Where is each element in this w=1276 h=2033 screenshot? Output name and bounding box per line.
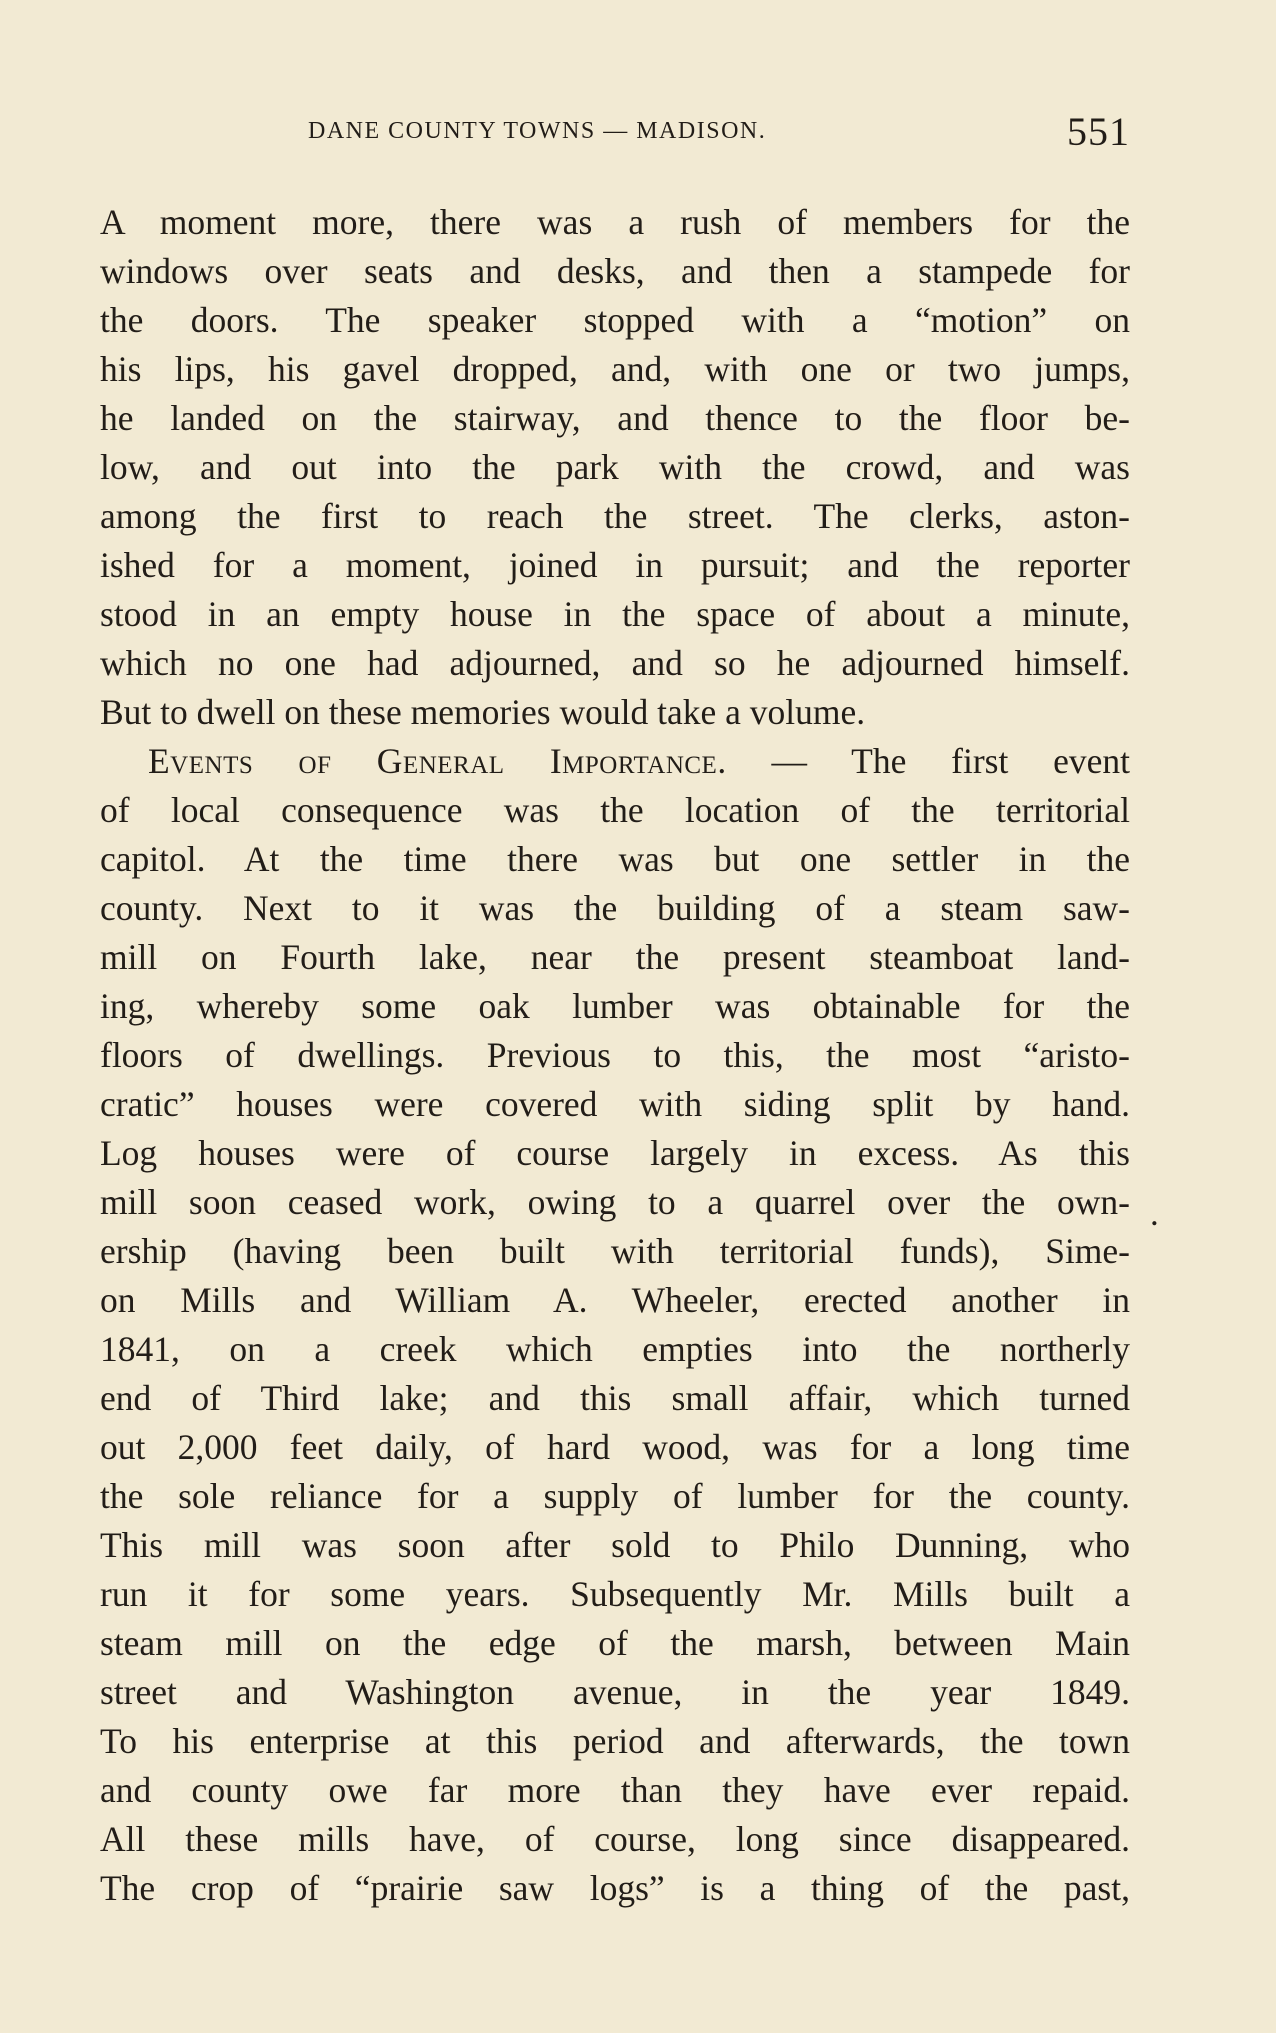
text-line: windows over seats and desks, and then a stampede for bbox=[100, 251, 1130, 291]
text-line: of local consequence was the location of the territorial bbox=[100, 790, 1130, 830]
text-line: All these mills have, of course, long since disappeared. bbox=[100, 1819, 1130, 1859]
margin-mark: . bbox=[1150, 1194, 1159, 1233]
text-line: the sole reliance for a supply of lumber for the county. bbox=[100, 1476, 1130, 1516]
text-line: low, and out into the park with the crowd, and was bbox=[100, 447, 1130, 487]
text-line: the doors. The speaker stopped with a “motion” on bbox=[100, 300, 1130, 340]
text-line: out 2,000 feet daily, of hard wood, was for a long time bbox=[100, 1427, 1130, 1467]
text-line: among the first to reach the street. The clerks, aston- bbox=[100, 496, 1130, 536]
text-line: county. Next to it was the building of a steam saw- bbox=[100, 888, 1130, 928]
running-title: DANE COUNTY TOWNS — MADISON. bbox=[308, 118, 767, 144]
page-number: 551 bbox=[1067, 109, 1130, 154]
text-line: floors of dwellings. Previous to this, the most “aristo- bbox=[100, 1035, 1130, 1075]
running-head bbox=[100, 108, 1130, 158]
text-line: The crop of “prairie saw logs” is a thing of the past, bbox=[100, 1868, 1130, 1908]
text-line: — The first event bbox=[771, 741, 1130, 781]
text-line: 1841, on a creek which empties into the northerly bbox=[100, 1329, 1130, 1369]
text-line: stood in an empty house in the space of about a minute, bbox=[100, 594, 1130, 634]
text-line: But to dwell on these memories would take a volume. bbox=[100, 692, 866, 732]
text-line: mill soon ceased work, owing to a quarrel over the own- bbox=[100, 1182, 1130, 1222]
text-line: ership (having been built with territorial funds), Sime- bbox=[100, 1231, 1130, 1271]
text-line: cratic” houses were covered with siding split by hand. bbox=[100, 1084, 1130, 1124]
text-line: run it for some years. Subsequently Mr. Mills built a bbox=[100, 1574, 1130, 1614]
text-line: and county owe far more than they have ever repaid. bbox=[100, 1770, 1130, 1810]
text-line: Log houses were of course largely in excess. As this bbox=[100, 1133, 1130, 1173]
text-line: mill on Fourth lake, near the present steamboat land- bbox=[100, 937, 1130, 977]
text-line: ing, whereby some oak lumber was obtainable for the bbox=[100, 986, 1130, 1026]
text-line: ished for a moment, joined in pursuit; and the reporter bbox=[100, 545, 1130, 585]
text-line: This mill was soon after sold to Philo Dunning, who bbox=[100, 1525, 1130, 1565]
text-line: which no one had adjourned, and so he adjourned himself. bbox=[100, 643, 1130, 683]
text-line: end of Third lake; and this small affair, which turned bbox=[100, 1378, 1130, 1418]
text-line: on Mills and William A. Wheeler, erected another in bbox=[100, 1280, 1130, 1320]
text-line: capitol. At the time there was but one settler in the bbox=[100, 839, 1130, 879]
text-line: he landed on the stairway, and thence to the floor be- bbox=[100, 398, 1130, 438]
text-line: A moment more, there was a rush of members for the bbox=[100, 202, 1130, 242]
text-line: street and Washington avenue, in the year 1849. bbox=[100, 1672, 1130, 1712]
text-line: his lips, his gavel dropped, and, with one or two jumps, bbox=[100, 349, 1130, 389]
text-line: steam mill on the edge of the marsh, between Main bbox=[100, 1623, 1130, 1663]
text-line: To his enterprise at this period and afterwards, the town bbox=[100, 1721, 1130, 1761]
body-text bbox=[100, 198, 1130, 1913]
section-heading-line bbox=[100, 737, 1130, 786]
section-heading: Events of General Importance. bbox=[148, 741, 727, 781]
